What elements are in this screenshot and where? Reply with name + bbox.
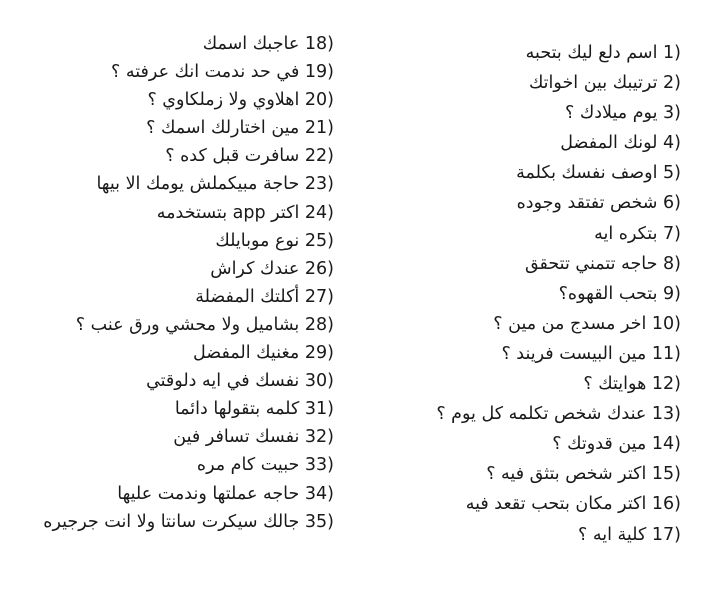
question-item — [43, 142, 334, 170]
question-item — [43, 395, 334, 423]
question-text: ترتيبك بين اخواتك — [528, 73, 658, 94]
question-item — [436, 369, 681, 399]
question-number: 19) — [304, 62, 334, 83]
question-item — [43, 170, 334, 198]
question-text: مين البيست فريند ؟ — [501, 343, 647, 364]
question-item — [436, 128, 681, 158]
question-number: 20) — [304, 90, 334, 111]
question-number: 12) — [651, 374, 681, 395]
question-number: 15) — [651, 464, 681, 485]
question-text: حاجه تتمني تتحقق — [524, 253, 658, 274]
question-item — [43, 480, 334, 508]
question-number: 11) — [651, 343, 681, 364]
question-text: اسم دلع ليك بتحبه — [525, 43, 658, 63]
question-item — [436, 429, 681, 459]
question-item — [436, 309, 681, 339]
question-text: جالك سيكرت سانتا ولا انت جرجيره — [43, 511, 300, 532]
question-item — [436, 520, 681, 550]
question-item — [436, 98, 681, 128]
question-item — [436, 68, 681, 98]
question-item — [43, 283, 334, 311]
question-text: نوع موبايلك — [215, 230, 300, 251]
question-number: 2) — [663, 73, 681, 94]
question-item — [43, 423, 334, 451]
question-number: 26) — [304, 258, 334, 279]
question-number: 4) — [663, 133, 681, 154]
question-item — [436, 188, 681, 218]
question-number: 17) — [651, 524, 681, 545]
question-item — [43, 227, 334, 255]
question-item — [436, 219, 681, 249]
questions-right-column — [436, 38, 681, 550]
question-text: سافرت قبل كده ؟ — [165, 146, 300, 167]
question-number: 9) — [663, 283, 681, 304]
question-text: حبيت كام مره — [196, 455, 300, 476]
question-text: في حد ندمت انك عرفته ؟ — [111, 62, 300, 83]
question-text: عندك شخص تكلمه كل يوم ؟ — [436, 404, 647, 425]
question-text: اكتر app بتستخدمه — [156, 202, 300, 223]
question-number: 18) — [304, 34, 334, 54]
question-number: 23) — [304, 174, 334, 195]
question-number: 8) — [663, 253, 681, 274]
question-number: 29) — [304, 343, 334, 364]
question-item — [43, 339, 334, 367]
question-number: 14) — [651, 434, 681, 455]
question-number: 10) — [651, 313, 681, 334]
question-item — [436, 399, 681, 429]
question-text: هوايتك ؟ — [583, 374, 647, 395]
question-number: 35) — [304, 511, 334, 532]
question-text: مغنيك المفضل — [193, 343, 300, 364]
question-number: 16) — [651, 494, 681, 515]
question-item — [436, 38, 681, 68]
question-text: لونك المفضل — [560, 133, 658, 154]
question-text: بتكره ايه — [594, 223, 658, 244]
question-text: أكلتك المفضلة — [195, 286, 300, 307]
questions-left-column — [43, 30, 334, 536]
question-number: 3) — [663, 103, 681, 124]
question-text: كلية ايه ؟ — [577, 524, 647, 545]
question-item — [43, 255, 334, 283]
question-number: 30) — [304, 371, 334, 392]
question-number: 34) — [304, 483, 334, 504]
question-text: يوم ميلادك ؟ — [564, 103, 658, 124]
question-text: حاجه عملتها وندمت عليها — [117, 483, 300, 504]
question-text: اكتر شخص بتثق فيه ؟ — [486, 464, 647, 485]
question-number: 1) — [663, 43, 681, 63]
question-item — [43, 114, 334, 142]
question-number: 21) — [304, 118, 334, 139]
question-item — [436, 249, 681, 279]
question-item — [436, 489, 681, 519]
question-text: بشاميل ولا محشي ورق عنب ؟ — [75, 314, 300, 335]
question-item — [43, 508, 334, 536]
question-number: 27) — [304, 286, 334, 307]
question-text: عاجبك اسمك — [202, 34, 300, 54]
question-number: 5) — [663, 163, 681, 184]
question-text: اهلاوي ولا زملكاوي ؟ — [147, 90, 300, 111]
question-text: اخر مسدج من مين ؟ — [493, 313, 647, 334]
question-number: 24) — [304, 202, 334, 223]
question-item — [43, 58, 334, 86]
question-number: 32) — [304, 427, 334, 448]
question-number: 6) — [663, 193, 681, 214]
question-item — [436, 158, 681, 188]
question-number: 7) — [663, 223, 681, 244]
question-text: مين قدوتك ؟ — [552, 434, 647, 455]
question-text: حاجة مبيكملش يومك الا بيها — [96, 174, 300, 195]
question-text: بتحب القهوه؟ — [558, 283, 658, 304]
question-text: اوصف نفسك بكلمة — [516, 163, 658, 184]
question-number: 28) — [304, 314, 334, 335]
question-text: مين اختارلك اسمك ؟ — [146, 118, 300, 139]
question-number: 25) — [304, 230, 334, 251]
question-text: اكتر مكان بتحب تقعد فيه — [465, 494, 647, 515]
question-item — [43, 451, 334, 479]
question-item — [43, 30, 334, 58]
question-item — [43, 86, 334, 114]
question-text: نفسك في ايه دلوقتي — [146, 371, 300, 392]
question-text: كلمه بتقولها دائما — [174, 399, 300, 420]
question-number: 22) — [304, 146, 334, 167]
question-text: عندك كراش — [210, 258, 300, 279]
question-text: نفسك تسافر فين — [173, 427, 300, 448]
question-item — [436, 459, 681, 489]
question-item — [43, 311, 334, 339]
question-number: 31) — [304, 399, 334, 420]
question-number: 33) — [304, 455, 334, 476]
question-item — [43, 199, 334, 227]
question-item — [436, 279, 681, 309]
question-item — [43, 367, 334, 395]
question-item — [436, 339, 681, 369]
question-number: 13) — [651, 404, 681, 425]
question-text: شخص تفتقد وجوده — [516, 193, 658, 214]
